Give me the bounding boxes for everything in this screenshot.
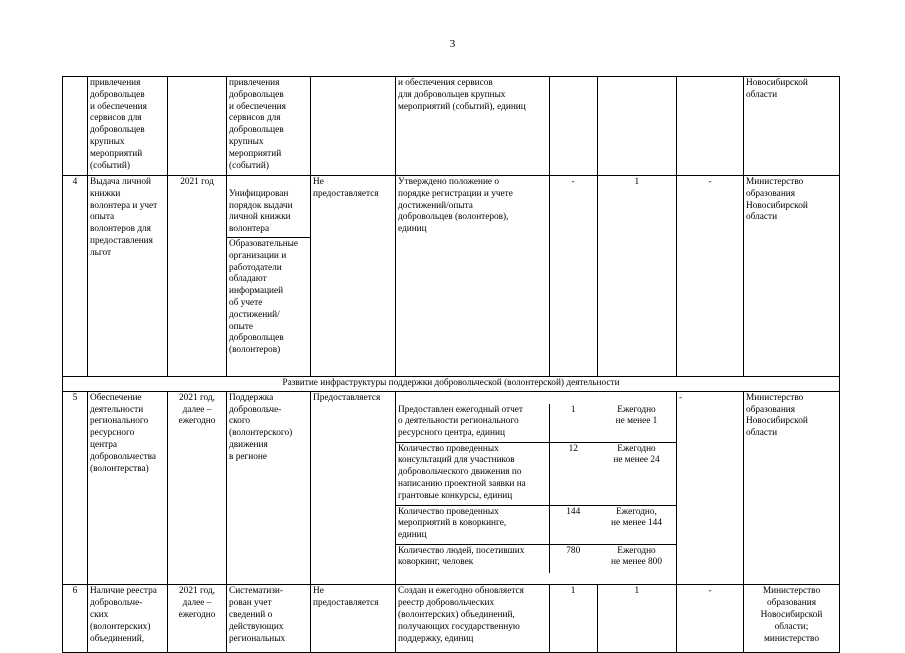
cell-num: 4: [63, 176, 88, 377]
cell-value-3: -: [677, 176, 744, 377]
cell-term: 2021 год, далее – ежегодно: [168, 585, 227, 653]
result-subtable: [227, 188, 310, 364]
cell-value-2: 1: [597, 176, 676, 377]
indicator-text: Количество проведенных консультаций для участников добровольческого движения по написанию проектной заявки на грантовые конкурсы, единиц: [396, 442, 549, 505]
cell-measure: Обеспечение деятельности регионального ресурсного центра добровольчества (волонтерства): [88, 391, 168, 585]
cell-indicator: Утверждено положение о порядке регистрации и учете достижений/опыта добровольцев (волонтеров), единиц: [396, 176, 550, 377]
cell-result: Поддержка добровольче- ского (волонтерского) движения в регионе: [227, 391, 311, 585]
indicator-value-1: 1: [570, 404, 576, 415]
section-header-row: [63, 376, 840, 391]
indicator-value-2: Ежегодно не менее 24: [597, 442, 676, 505]
cell-result: Систематизи- рован учет сведений о действующих региональных: [227, 585, 311, 653]
indicators-subtable-cell: [396, 391, 677, 585]
cell-result: привлечения добровольцев и обеспечения сервисов для добровольцев крупных мероприятий (событий): [227, 77, 311, 176]
cell-value-3: -: [677, 585, 744, 653]
cell-measure: Выдача личной книжки волонтера и учет опыта волонтеров для предоставления льгот: [88, 176, 168, 377]
cell-value-1: -: [549, 176, 597, 377]
indicator-value-2: Ежегодно не менее 1: [615, 404, 658, 427]
cell-measure: привлечения добровольцев и обеспечения сервисов для добровольцев крупных мероприятий (событий): [88, 77, 168, 176]
indicator-row: [396, 442, 676, 505]
indicator-row: [396, 505, 676, 544]
cell-executor: Министерство образования Новосибирской области: [744, 176, 840, 377]
cell-term: [168, 77, 227, 176]
cell-num: 5: [63, 391, 88, 585]
indicator-text: Количество проведенных мероприятий в коворкинге, единиц: [396, 505, 549, 544]
indicator-row: [396, 544, 676, 573]
cell-executor: Министерство образования Новосибирской области: [744, 391, 840, 585]
page-number: 3: [449, 38, 456, 50]
indicator-value-1: 12: [549, 442, 597, 505]
result-item: Унифицирован порядок выдачи личной книжки волонтера: [229, 188, 293, 235]
indicator-value-1: 780: [549, 544, 597, 573]
section-title: Развитие инфраструктуры поддержки добровольческой (волонтерской) деятельности: [63, 376, 840, 391]
cell-indicator: Создан и ежегодно обновляется реестр добровольческих (волонтерских) объединений, получающих государственную поддержку, единиц: [396, 585, 550, 653]
result-item: Образовательные организации и работодатели обладают информацией об учете достижений/ опыте добровольцев (волонтеров): [227, 237, 310, 364]
cell-term: 2021 год, далее – ежегодно: [168, 391, 227, 585]
indicator-text: Предоставлен ежегодный отчет о деятельности регионального ресурсного центра, единиц: [396, 404, 549, 443]
cell-result: [227, 176, 311, 377]
cell-funding: Не предоставляется: [311, 176, 396, 377]
cell-measure: Наличие реестра добровольче- ских (волонтерских) объединений,: [88, 585, 168, 653]
cell-executor: Министерство образования Новосибирской области; министерство: [744, 585, 840, 653]
cell-value-1: 1: [549, 585, 597, 653]
indicator-value-2: Ежегодно не менее 800: [597, 544, 676, 573]
table-row-5: [63, 391, 840, 585]
cell-value-3: [677, 77, 744, 176]
cell-value-2: 1: [597, 585, 676, 653]
cell-term: 2021 год: [168, 176, 227, 377]
cell-indicator: и обеспечения сервисов для добровольцев крупных мероприятий (событий), единиц: [396, 77, 550, 176]
measures-table: [62, 76, 840, 653]
cell-executor: Новосибирской области: [744, 77, 840, 176]
cell-funding: Не предоставляется: [311, 585, 396, 653]
indicator-value-1: 144: [549, 505, 597, 544]
cell-value-2: [597, 77, 676, 176]
cell-value-3: -: [677, 391, 744, 585]
indicators-subtable: [396, 404, 676, 573]
indicator-value-2: Ежегодно, не менее 144: [597, 505, 676, 544]
table-row-6: [63, 585, 840, 653]
cell-funding: Предоставляется: [311, 391, 396, 585]
table-row-continuation: [63, 77, 840, 176]
table-row-4: [63, 176, 840, 377]
cell-value-1: [549, 77, 597, 176]
cell-funding: [311, 77, 396, 176]
indicator-text: Количество людей, посетивших коворкинг, человек: [396, 544, 549, 573]
cell-num: 6: [63, 585, 88, 653]
indicator-row: [396, 404, 676, 443]
cell-num: [63, 77, 88, 176]
